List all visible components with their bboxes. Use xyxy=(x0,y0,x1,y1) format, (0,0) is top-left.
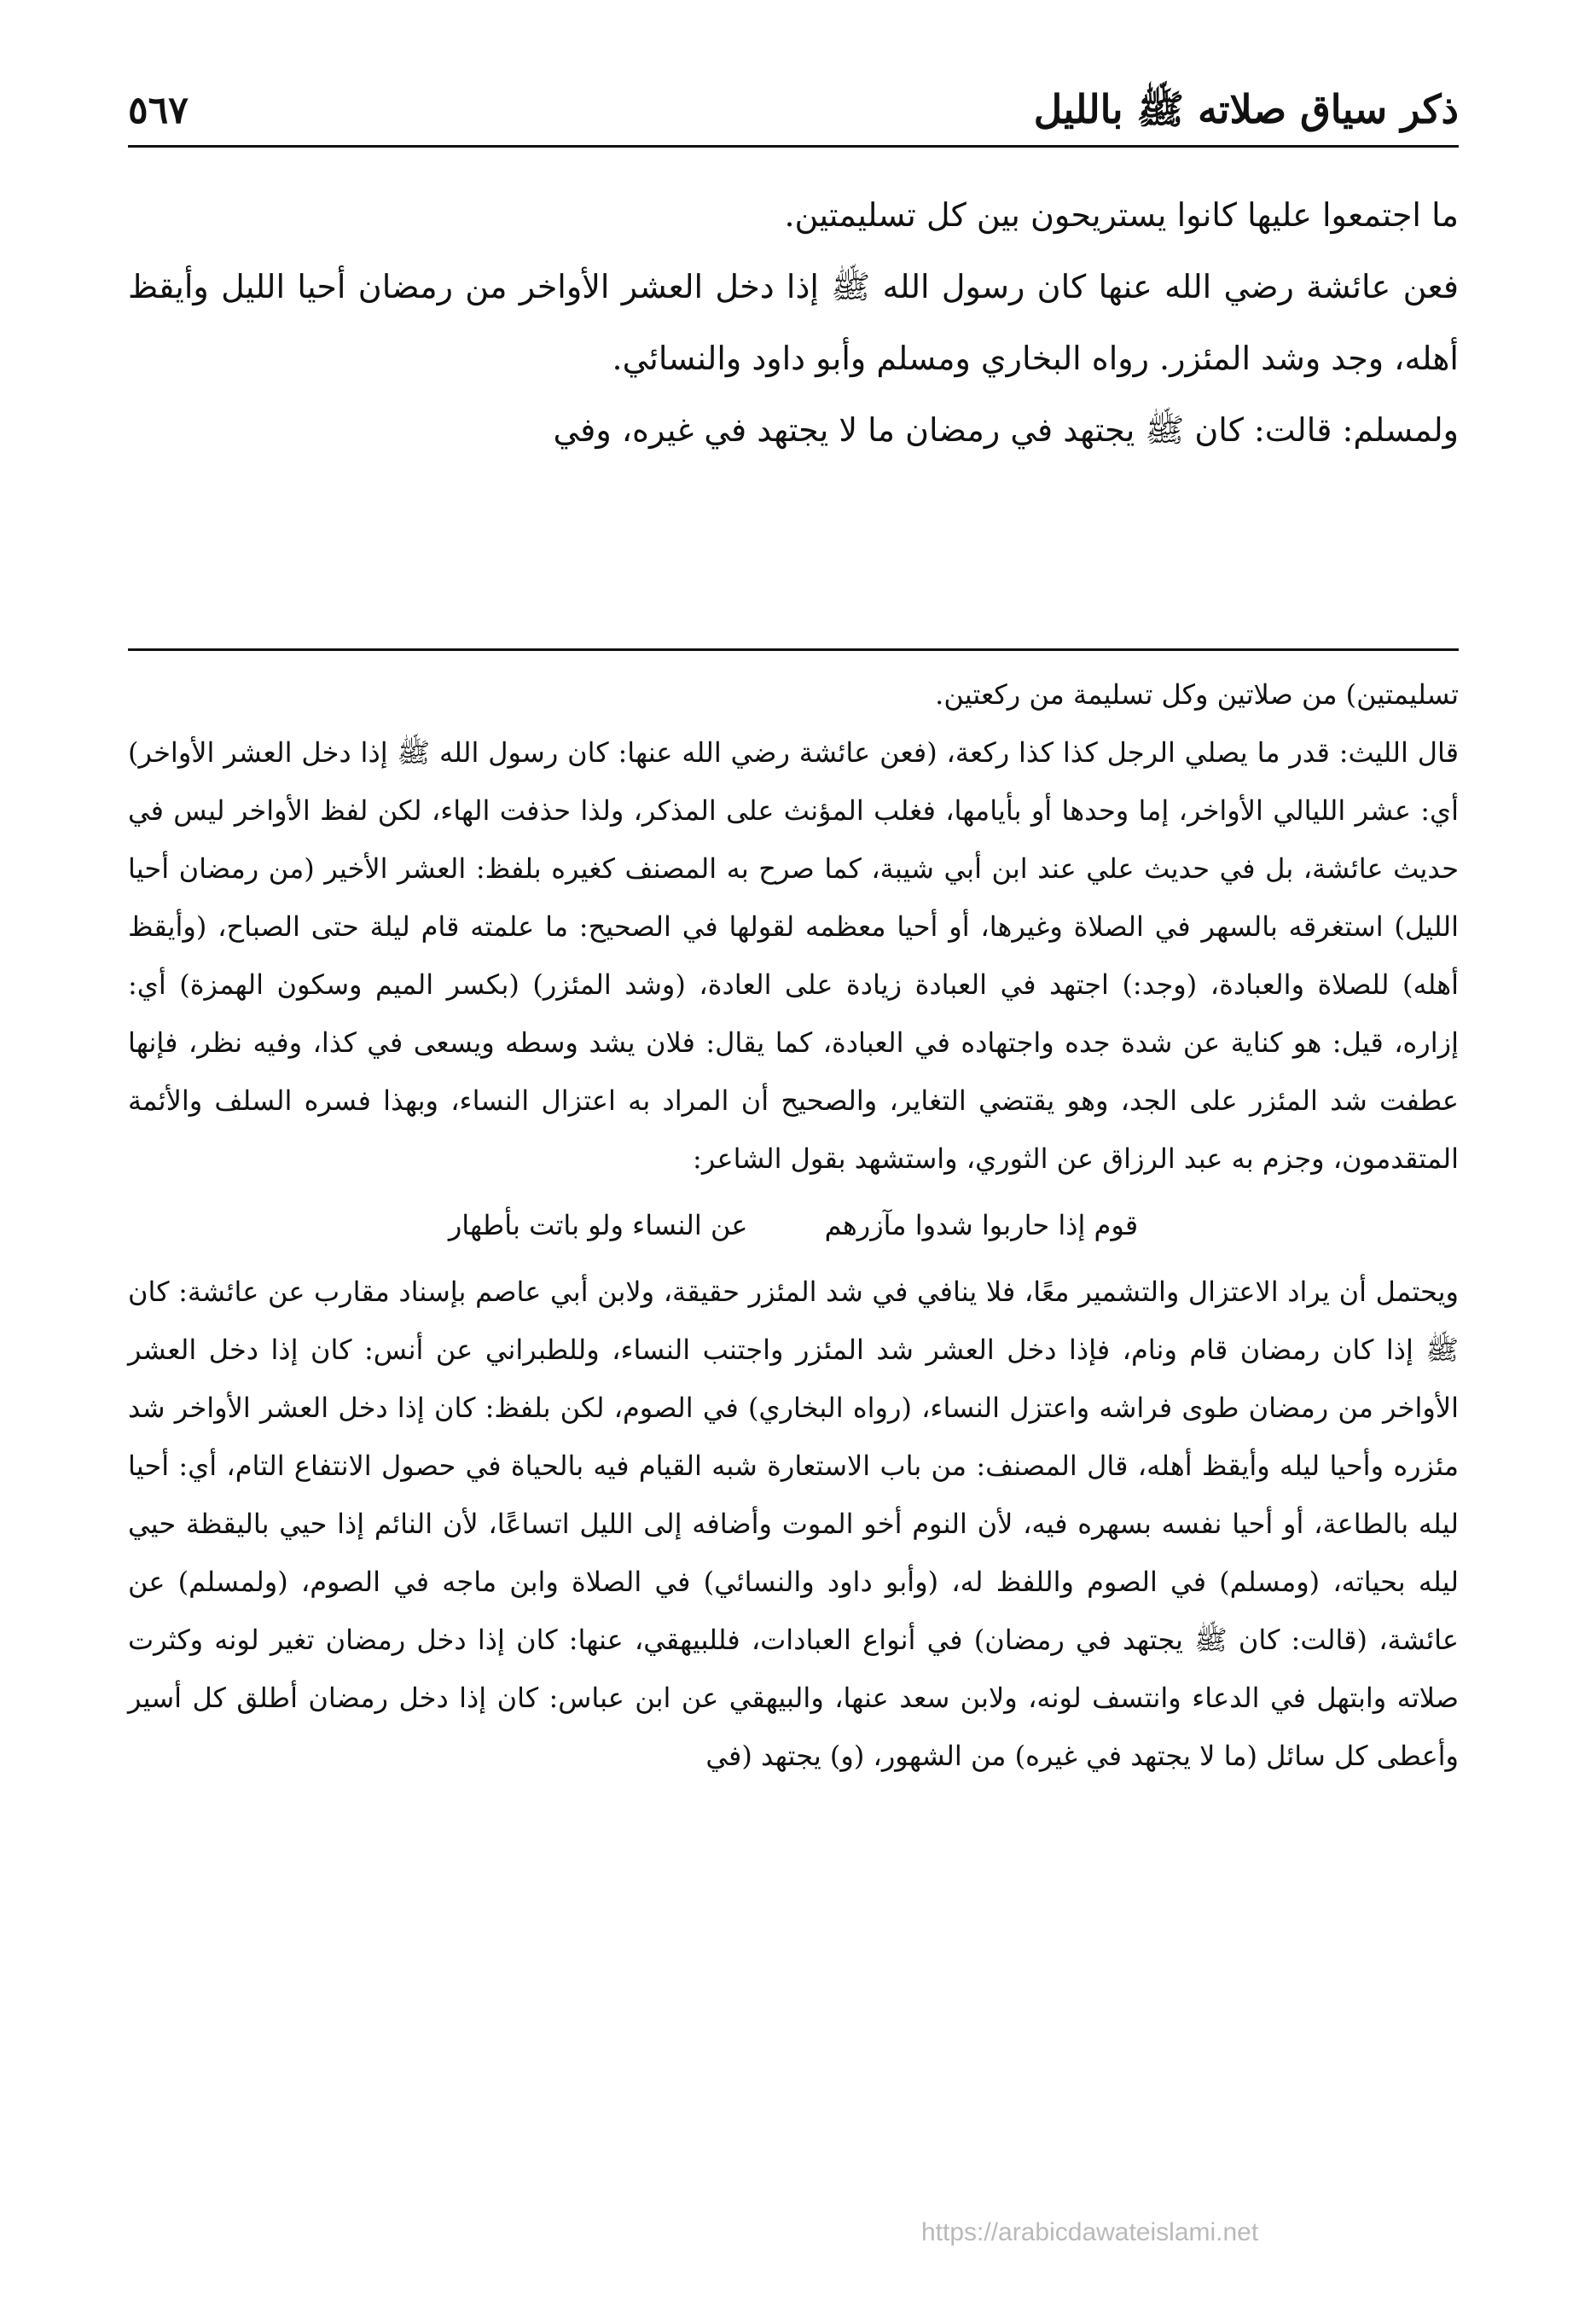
section-divider xyxy=(128,648,1459,651)
main-text xyxy=(128,179,1459,466)
commentary-paragraph-1: تسليمتين) من صلاتين وكل تسليمة من ركعتين. xyxy=(935,678,1459,711)
running-title: ذكر سياق صلاته ﷺ بالليل xyxy=(1033,86,1459,132)
commentary-paragraph-3: ويحتمل أن يراد الاعتزال والتشمير معًا، فلا ينافي في شد المئزر حقيقة، ولابن أبي عاصم بإسناد مقارب عن عائشة: كان ﷺ إذا كان رمضان قام ونام، فإذا دخل العشر شد المئزر واجتنب النساء، وللطبراني عن أنس: كان إذا دخل العشر الأواخر من رمضان طوى فراشه واعتزل النساء، (رواه البخاري) في الصوم، لكن بلفظ: كان إذا دخل العشر الأواخر شد مئزره وأحيا ليله وأيقظ أهله، قال المصنف: من باب الاستعارة شبه القيام فيه بالحياة في حصول الانتفاع التام، أي: أحيا ليله بالطاعة، أو أحيا نفسه بسهره فيه، لأن النوم أخو الموت وأضافه إلى الليل اتساعًا، لأن النائم إذا حيي باليقظة حيي ليله بحياته، (ومسلم) في الصوم واللفظ له، (وأبو داود والنسائي) في الصلاة وابن ماجه في الصوم، (ولمسلم) عن عائشة، (قالت: كان ﷺ يجتهد في رمضان) في أنواع العبادات، فللبيهقي، عنها: كان إذا دخل رمضان تغير لونه وكثرت صلاته وابتهل في الدعاء وانتسف لونه، ولابن سعد عنها، والبيهقي عن ابن عباس: كان إذا دخل رمضان أطلق كل أسير وأعطى كل سائل (ما لا يجتهد في غيره) من الشهور، (و) يجتهد (في xyxy=(128,1275,1460,1772)
header-rule xyxy=(128,145,1459,148)
commentary-paragraph-2: قال الليث: قدر ما يصلي الرجل كذا كذا ركعة، (فعن عائشة رضي الله عنها: كان رسول الله ﷺ إذا دخل العشر الأواخر) أي: عشر الليالي الأواخر، إما وحدها أو بأيامها، فغلب المؤنث على المذكر، ولذا حذفت الهاء، لكن لفظ الأواخر ليس في حديث عائشة، بل في حديث علي عند ابن أبي شيبة، كما صرح به المصنف كغيره بلفظ: العشر الأخير (من رمضان أحيا الليل) استغرقه بالسهر في الصلاة وغيرها، أو أحيا معظمه لقولها في الصحيح: ما علمته قام ليلة حتى الصباح، (وأيقظ أهله) للصلاة والعبادة، (وجد:) اجتهد في العبادة زيادة على العادة، (وشد المئزر) (بكسر الميم وسكون الهمزة) أي: إزاره، قيل: هو كناية عن شدة جده واجتهاده في العبادة، كما يقال: فلان يشد وسطه ويسعى في كذا، وفيه نظر، فإنها عطفت شد المئزر على الجد، وهو يقتضي التغاير، والصحيح أن المراد به اعتزال النساء، وبهذا فسره السلف والأئمة المتقدمون، وجزم به عبد الرزاق عن الثوري، واستشهد بقول الشاعر: xyxy=(128,736,1460,1175)
page xyxy=(128,51,1459,2269)
main-paragraph-1: ما اجتمعوا عليها كانوا يستريحون بين كل تسليمتين. xyxy=(784,196,1459,234)
verse-first-half: قوم إذا حاربوا شدوا مآزرهم xyxy=(824,1209,1139,1241)
verse-second-half: عن النساء ولو باتت بأطهار xyxy=(448,1209,748,1241)
watermark: https://arabicdawateislami.net xyxy=(921,2218,1259,2246)
page-number: ٥٦٧ xyxy=(128,89,189,132)
commentary xyxy=(128,665,1459,1785)
main-paragraph-3: ولمسلم: قالت: كان ﷺ يجتهد في رمضان ما لا يجتهد في غيره، وفي xyxy=(553,411,1459,449)
page-header xyxy=(128,51,1459,145)
main-paragraph-2: فعن عائشة رضي الله عنها كان رسول الله ﷺ إذا دخل العشر الأواخر من رمضان أحيا الليل وأيقظ أهله، وجد وشد المئزر. رواه البخاري ومسلم وأبو داود والنسائي. xyxy=(128,268,1459,377)
poetry-verse xyxy=(128,1196,1459,1254)
